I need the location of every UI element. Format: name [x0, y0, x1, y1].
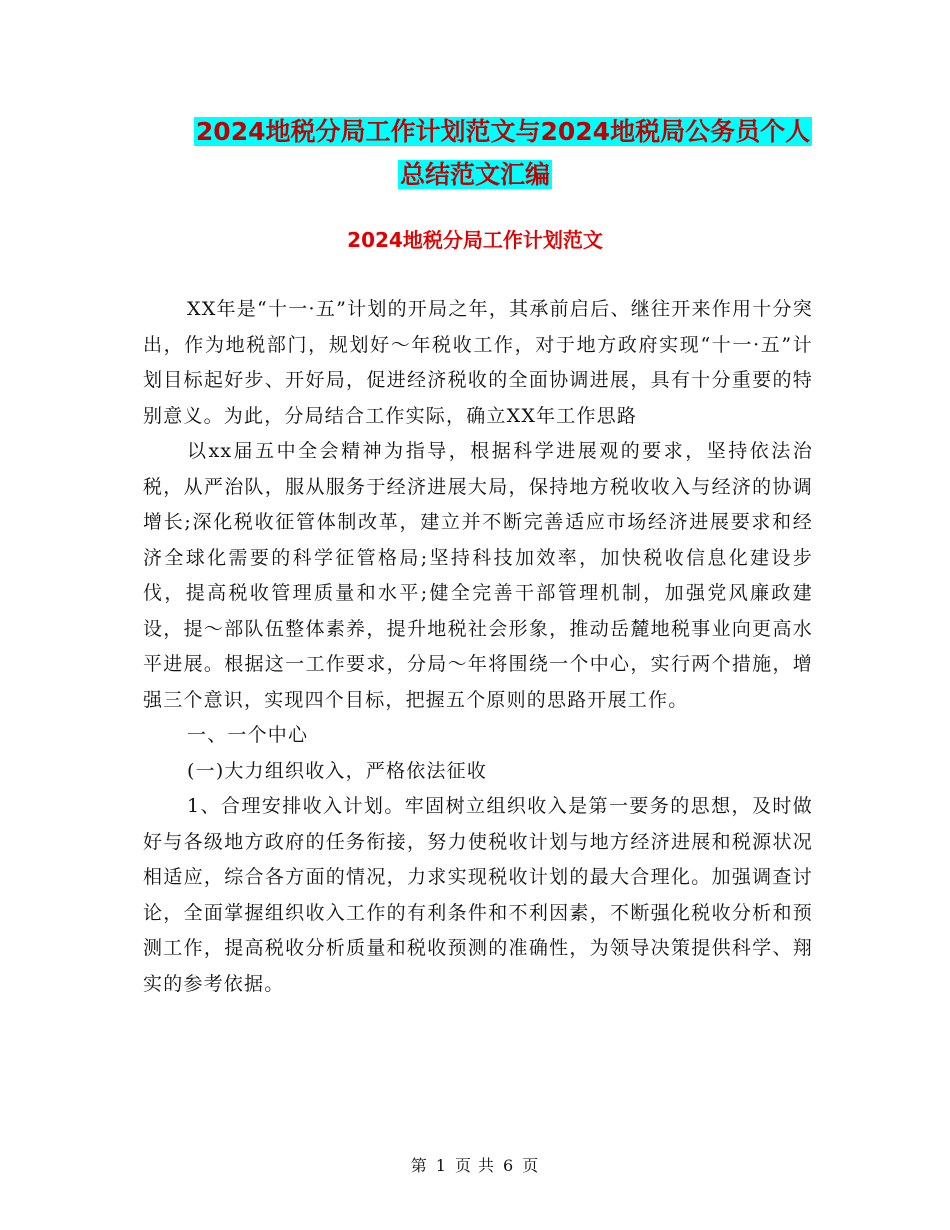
- subheading-organize-income: (一)大力组织收入，严格依法征收: [187, 759, 488, 782]
- document-body: [143, 292, 813, 1002]
- title-highlight-2: 总结范文汇编: [399, 160, 550, 189]
- title-highlight-1: 2024地税分局工作计划范文与2024地税局公务员个人: [195, 117, 811, 146]
- heading-one-center: 一、一个中心: [187, 724, 309, 746]
- section-title: 2024地税分局工作计划范文: [347, 228, 603, 252]
- page-footer: [0, 1153, 950, 1176]
- document-title-line-1: [28, 114, 950, 150]
- footer-total-pages: 6: [503, 1156, 515, 1175]
- document-title-line-2: [0, 157, 950, 193]
- paragraph-income-plan: 1、合理安排收入计划。牢固树立组织收入是第一要务的思想，及时做好与各级地方政府的任务衔接，努力使税收计划与地方经济进展和税源状况相适应，综合各方面的情况，力求实现税收计划的最大合理化。加强调查讨论，全面掌握组织收入工作的有利条件和不利因素，不断强化税收分析和预测工作，提高税收分析质量和税收预测的准确性，为领导决策提供科学、翔实的参考依据。: [143, 795, 813, 995]
- footer-prefix: 第: [410, 1156, 428, 1175]
- paragraph-guidance: 以xx届五中全会精神为指导，根据科学进展观的要求，坚持依法治税，从严治队，服从服务于经济进展大局，保持地方税收收入与经济的协调增长;深化税收征管体制改革，建立并不断完善适应市场经济进展要求和经济全球化需要的科学征管格局;坚持科技加效率，加快税收信息化建设步伐，提高税收管理质量和水平;健全完善干部管理机制，加强党风廉政建设，提～部队伍整体素养，提升地税社会形象，推动岳麓地税事业向更高水平进展。根据这一工作要求，分局～年将围绕一个中心，实行两个措施，增强三个意识，实现四个目标，把握五个原则的思路开展工作。: [143, 440, 813, 711]
- paragraph-intro: XX年是“十一·五”计划的开局之年，其承前启后、继往开来作用十分突出，作为地税部门，规划好～年税收工作，对于地方政府实现“十一·五”计划目标起好步、开好局，促进经济税收的全面协调进展，具有十分重要的特别意义。为此，分局结合工作实际，确立XX年工作思路: [143, 298, 813, 427]
- footer-suffix: 页: [522, 1156, 540, 1175]
- footer-mid: 页 共: [454, 1156, 496, 1175]
- footer-page-number: 1: [435, 1156, 447, 1175]
